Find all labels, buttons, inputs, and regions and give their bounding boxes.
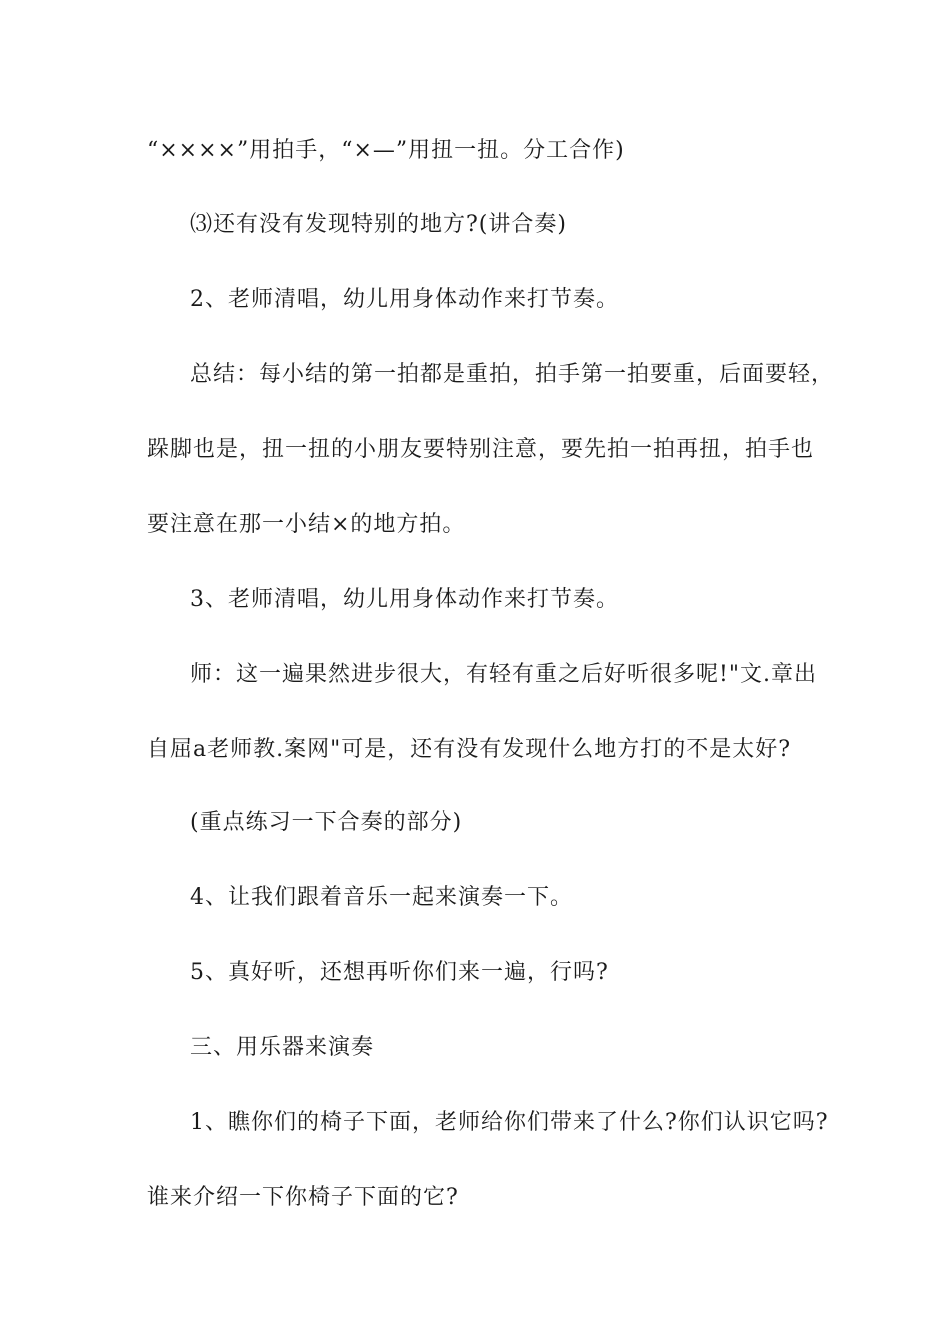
text-line: 总结：每小结的第一拍都是重拍，拍手第一拍要重，后面要轻， [190,362,835,387]
text-line: “××××”用拍手，“×—”用扭一扭。分工合作) [147,138,625,163]
text-line: 3、老师清唱，幼儿用身体动作来打节奏。 [190,587,619,612]
text-line: 1、瞧你们的椅子下面，老师给你们带来了什么?你们认识它吗? [190,1110,829,1135]
text-line: 跺脚也是，扭一扭的小朋友要特别注意，要先拍一拍再扭，拍手也 [147,437,815,462]
text-line: 谁来介绍一下你椅子下面的它? [147,1185,459,1210]
text-line: 5、真好听，还想再听你们来一遍，行吗? [190,960,609,985]
text-line: 2、老师清唱，幼儿用身体动作来打节奏。 [190,287,619,312]
text-line: 要注意在那一小结×的地方拍。 [147,512,466,537]
text-line: 4、让我们跟着音乐一起来演奏一下。 [190,885,573,910]
text-line: (重点练习一下合奏的部分) [190,810,463,835]
text-line: 自屈a老师教.案网"可是，还有没有发现什么地方打的不是太好? [147,737,792,762]
text-line: ⑶还有没有发现特别的地方?(讲合奏) [190,212,567,237]
text-line: 师：这一遍果然进步很大，有轻有重之后好听很多呢!"文.章出 [190,662,817,687]
section-heading: 三、用乐器来演奏 [190,1035,375,1060]
